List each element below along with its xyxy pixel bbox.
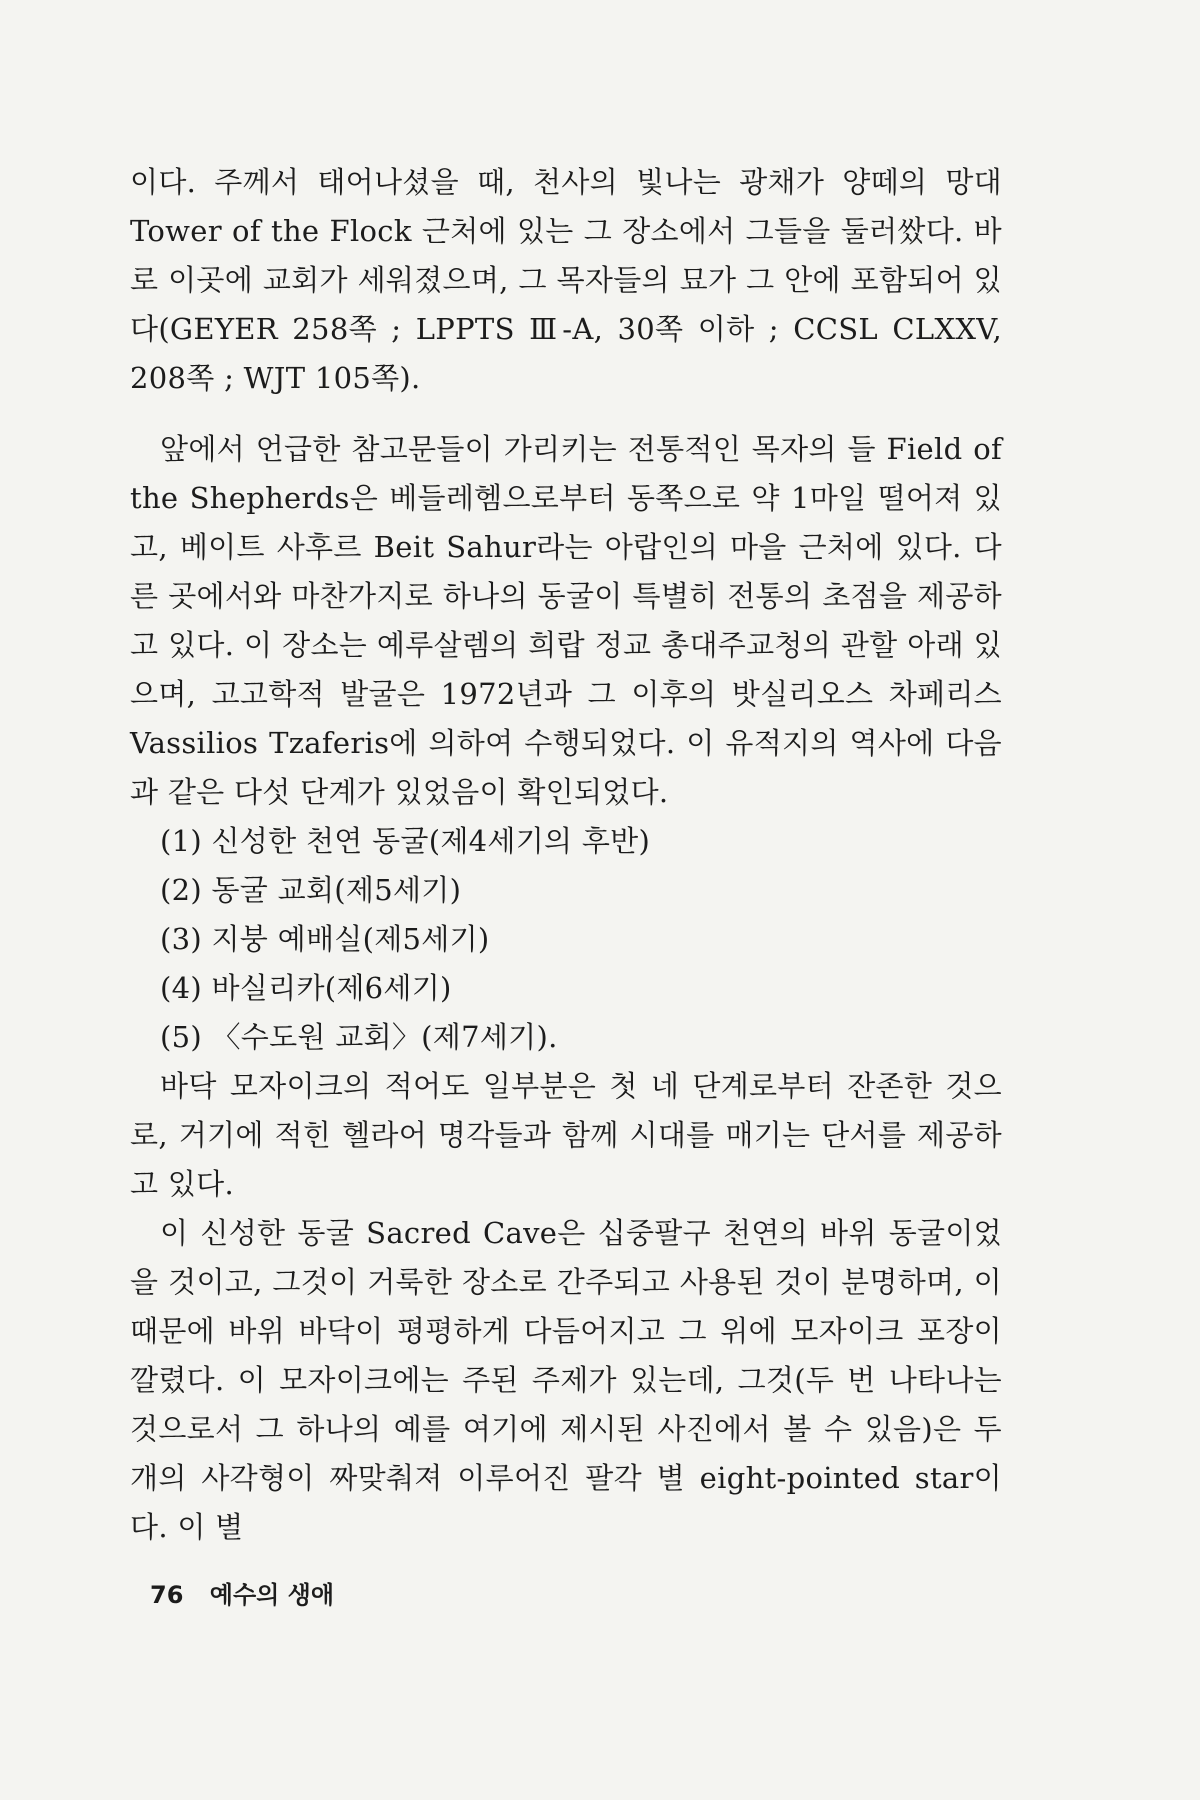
- paragraph-shepherds-field: 앞에서 언급한 참고문들이 가리키는 전통적인 목자의 들 Field of the Shepherds은 베들레헴으로부터 동쪽으로 약 1마일 떨어져 있고, 베이트 사후르 Beit Sahur라는 아랍인의 마을 근처에 있다. 다른 곳에서와 마찬가지로 하나의 동굴이 특별히 전통의 초점을 제공하고 있다. 이 장소는 예루살렘의 희랍 정교 총대주교청의 관할 아래 있으며, 고고학적 발굴은 1972년과 그 이후의 밧실리오스 차페리스 Vassilios Tzaferis에 의하여 수행되었다. 이 유적지의 역사에 다음과 같은 다섯 단계가 있었음이 확인되었다.: [130, 432, 1002, 809]
- list-item: (3) 지붕 예배실(제5세기): [160, 922, 490, 956]
- list-item: (1) 신성한 천연 동굴(제4세기의 후반): [160, 824, 651, 858]
- body-text: [130, 158, 1002, 1552]
- phase-list: [130, 817, 1002, 1062]
- running-title: 예수의 생애: [209, 1581, 335, 1609]
- paragraph-mosaic: 바닥 모자이크의 적어도 일부분은 첫 네 단계로부터 잔존한 것으로, 거기에 적힌 헬라어 명각들과 함께 시대를 매기는 단서를 제공하고 있다.: [130, 1069, 1002, 1201]
- list-item: (4) 바실리카(제6세기): [160, 971, 452, 1005]
- page-number: 76: [150, 1581, 184, 1609]
- paragraph-continued: 이다. 주께서 태어나셨을 때, 천사의 빛나는 광채가 양떼의 망대 Tower of the Flock 근처에 있는 그 장소에서 그들을 둘러쌌다. 바로 이곳에 교회가 세워졌으며, 그 목자들의 묘가 그 안에 포함되어 있다(GEYER 258쪽 ; LPPTS Ⅲ-A, 30쪽 이하 ; CCSL CLXXV, 208쪽 ; WJT 105쪽).: [130, 165, 1002, 395]
- list-item: (5) 〈수도원 교회〉(제7세기).: [160, 1020, 558, 1054]
- list-item: (2) 동굴 교회(제5세기): [160, 873, 462, 907]
- paragraph-sacred-cave: 이 신성한 동굴 Sacred Cave은 십중팔구 천연의 바위 동굴이었을 것이고, 그것이 거룩한 장소로 간주되고 사용된 것이 분명하며, 이 때문에 바위 바닥이 평평하게 다듬어지고 그 위에 모자이크 포장이 깔렸다. 이 모자이크에는 주된 주제가 있는데, 그것(두 번 나타나는 것으로서 그 하나의 예를 여기에 제시된 사진에서 볼 수 있음)은 두 개의 사각형이 짜맞춰져 이루어진 팔각 별 eight-pointed star이다. 이 별: [130, 1216, 1002, 1544]
- page-footer: [150, 1575, 334, 1610]
